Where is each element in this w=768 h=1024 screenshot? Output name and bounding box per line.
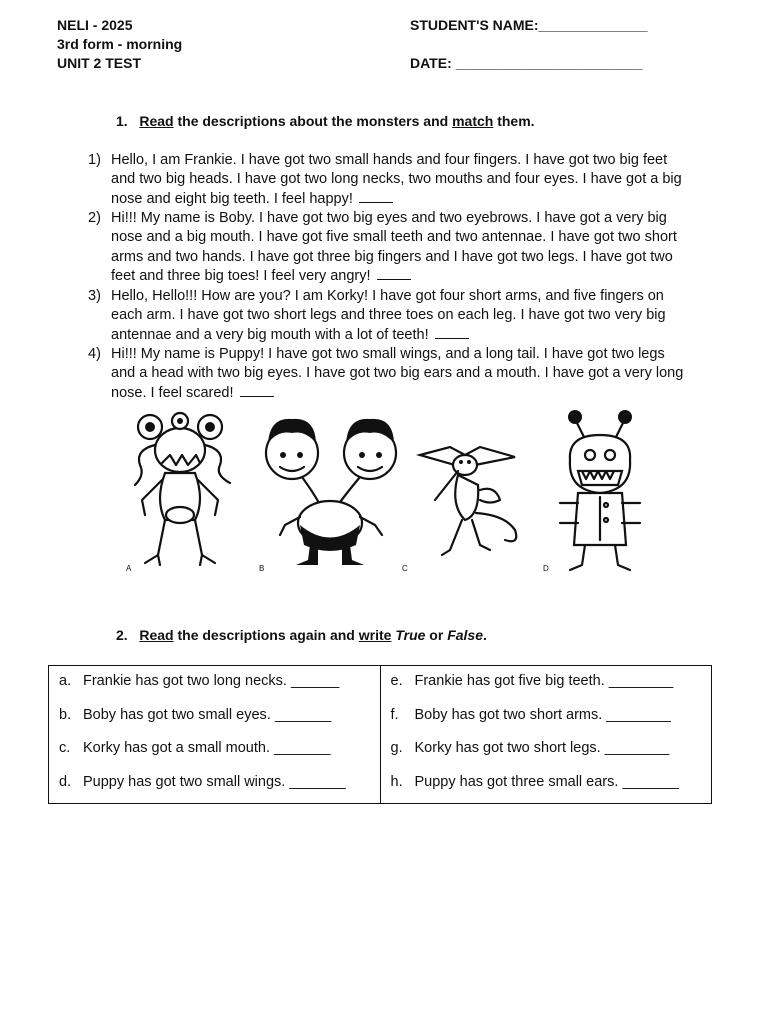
title-text-end: them. bbox=[493, 113, 535, 129]
answer-blank[interactable] bbox=[435, 326, 469, 339]
monster-b-illustration bbox=[266, 419, 396, 565]
item-number: 3) bbox=[88, 288, 101, 304]
statement-letter: c. bbox=[59, 740, 71, 757]
form-label: 3rd form - morning bbox=[57, 36, 183, 52]
statement-row[interactable] bbox=[391, 739, 712, 773]
statement-letter: g. bbox=[390, 740, 403, 757]
keyword-read: Read bbox=[139, 113, 174, 129]
picture-label-d: D bbox=[543, 564, 549, 573]
statement-text: Korky has got a small mouth. _______ bbox=[83, 740, 331, 757]
student-name-field[interactable]: STUDENT'S NAME:______________ bbox=[410, 17, 648, 33]
statement-letter: f. bbox=[390, 706, 399, 723]
question-2-title bbox=[116, 627, 487, 643]
statement-row[interactable] bbox=[59, 773, 380, 795]
question-1-title bbox=[116, 113, 535, 129]
title-or: or bbox=[425, 627, 448, 643]
header-left bbox=[57, 16, 182, 73]
title-text: the descriptions about the monsters and bbox=[173, 113, 453, 129]
description-text: Hello, I am Frankie. I have got two small hands and four fingers. I have got two big feet and two big heads. I have got two long necks, two mouths and four eyes. I have got a big nose and eight big teeth. I feel happy! bbox=[111, 152, 682, 207]
statement-text: Korky has got two short legs. ________ bbox=[414, 740, 670, 757]
description-text: Hi!!! My name is Puppy! I have got two small wings, and a long tail. I have got two legs and a head with two big eyes. I have got two big ears and a mouth. I have got a very long nose. I feel scared! bbox=[111, 346, 684, 401]
statement-letter: e. bbox=[390, 673, 403, 689]
keyword-write: write bbox=[358, 627, 392, 643]
item-number: 4) bbox=[88, 346, 101, 362]
item-number: 2) bbox=[88, 210, 101, 226]
statement-text: Boby has got two small eyes. _______ bbox=[83, 706, 332, 723]
keyword-false: False bbox=[447, 627, 484, 643]
statement-text: Frankie has got two long necks. ______ bbox=[83, 673, 340, 689]
answer-blank[interactable] bbox=[359, 190, 393, 203]
statement-row[interactable] bbox=[391, 706, 712, 740]
statement-row[interactable] bbox=[391, 672, 712, 706]
answer-blank[interactable] bbox=[377, 267, 411, 280]
statement-row[interactable] bbox=[59, 672, 380, 706]
school-name: NELI - 2025 bbox=[57, 17, 133, 33]
statement-text: Puppy has got two small wings. _______ bbox=[83, 773, 346, 790]
statement-letter: a. bbox=[59, 673, 72, 689]
statement-letter: b. bbox=[59, 706, 72, 723]
statement-letter: d. bbox=[59, 773, 72, 790]
picture-label-b: B bbox=[259, 564, 265, 573]
picture-label-c: C bbox=[402, 564, 408, 573]
date-field[interactable]: DATE: ________________________ bbox=[410, 55, 643, 71]
description-item bbox=[88, 287, 688, 345]
test-title: UNIT 2 TEST bbox=[57, 55, 142, 71]
description-text: Hello, Hello!!! How are you? I am Korky! I have got four short arms, and five fingers on each arm. I have got two short legs and three toes on each leg. I have got two very big antennae and a very big mouth with a lot of teeth! bbox=[111, 288, 666, 343]
statement-letter: h. bbox=[390, 773, 403, 790]
statement-text: Puppy has got three small ears. _______ bbox=[414, 773, 679, 790]
keyword-read: Read bbox=[139, 627, 174, 643]
description-item bbox=[88, 209, 688, 286]
question-number: 1. bbox=[116, 113, 128, 129]
true-false-table bbox=[48, 665, 712, 804]
statement-row[interactable] bbox=[391, 773, 712, 795]
keyword-match: match bbox=[452, 113, 494, 129]
statement-text: Boby has got two short arms. ________ bbox=[414, 706, 671, 723]
description-text: Hi!!! My name is Boby. I have got two big eyes and two eyebrows. I have got a very big nose and a big mouth. I have got five small teeth and two antennae. I have got two short arms and two hands. I have got three big fingers and I have got two legs. I have got two feet and three big toes! I feel very angry! bbox=[111, 210, 677, 284]
statement-text: Frankie has got five big teeth. ________ bbox=[414, 673, 674, 689]
monster-a-illustration bbox=[135, 413, 230, 565]
keyword-true: True bbox=[395, 627, 426, 643]
picture-label-a: A bbox=[126, 564, 132, 573]
answer-blank[interactable] bbox=[240, 384, 274, 397]
description-item bbox=[88, 345, 688, 403]
item-number: 1) bbox=[88, 152, 101, 168]
left-column bbox=[49, 666, 381, 804]
statement-row[interactable] bbox=[59, 706, 380, 740]
title-text: the descriptions again and bbox=[173, 627, 359, 643]
description-item bbox=[88, 151, 688, 209]
title-end: . bbox=[483, 627, 487, 643]
right-column bbox=[380, 666, 712, 804]
statement-row[interactable] bbox=[59, 739, 380, 773]
monster-d-illustration bbox=[560, 410, 640, 570]
question-number: 2. bbox=[116, 627, 128, 643]
monster-c-illustration bbox=[420, 447, 516, 555]
monster-pictures bbox=[120, 405, 660, 580]
